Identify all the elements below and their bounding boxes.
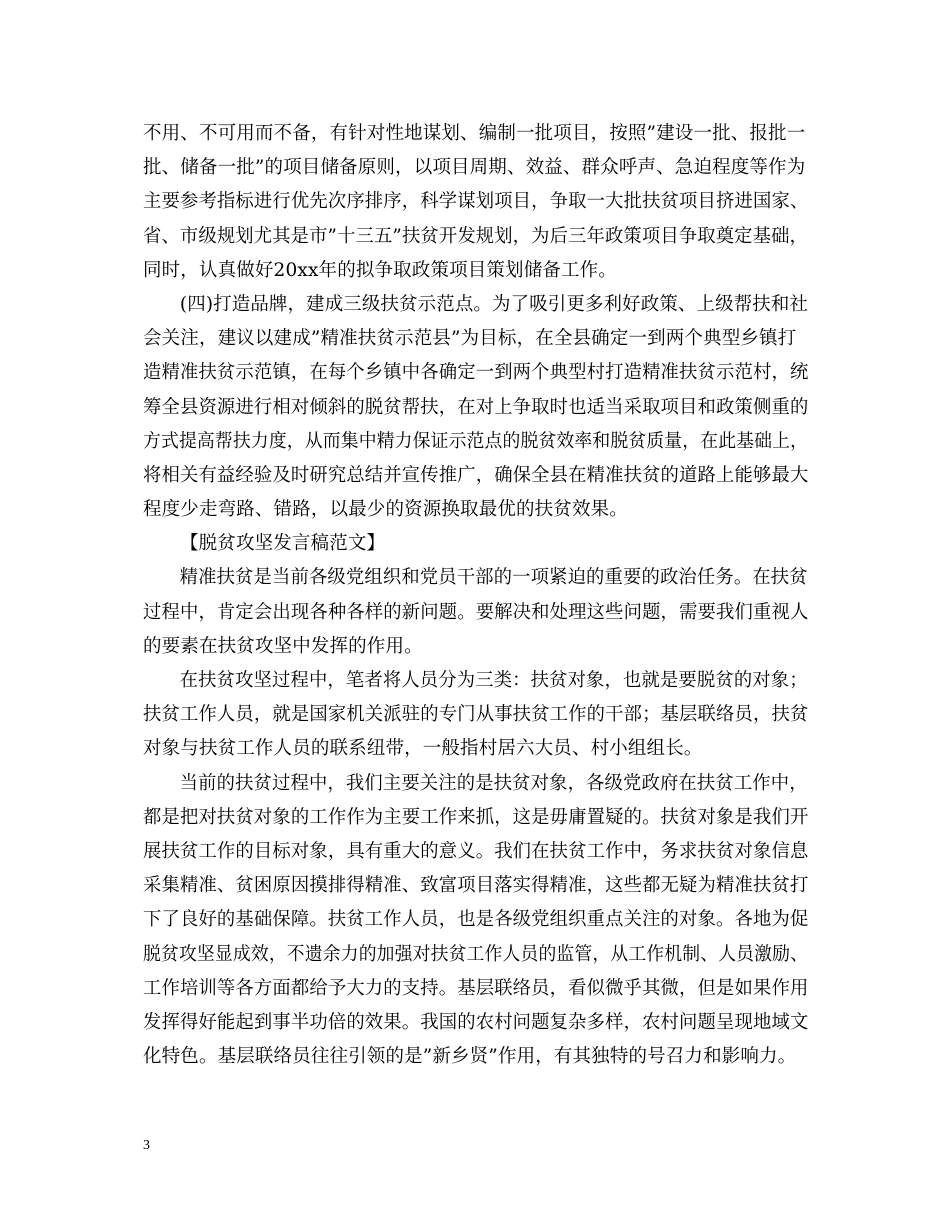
page-number: 3 xyxy=(143,1138,150,1153)
paragraph xyxy=(143,117,808,288)
text-line: 对象与扶贫工作人员的联系纽带，一般指村居六大员、村小组组长。 xyxy=(143,738,703,760)
paragraph xyxy=(143,527,808,561)
text-line: 批、储备一批”的项目储备原则，以项目周期、效益、群众呼声、急迫程度等作为 xyxy=(143,157,806,179)
paragraph xyxy=(143,561,808,664)
text-line: 发挥得好能起到事半功倍的效果。我国的农村问题复杂多样，农村问题呈现地域文 xyxy=(143,1011,809,1033)
text-line: 化特色。基层联络员往往引领的是”新乡贤”作用，有其独特的号召力和影响力。 xyxy=(143,1046,797,1068)
text-line: 下了良好的基础保障。扶贫工作人员，也是各级党组织重点关注的对象。各地为促 xyxy=(143,909,809,931)
document-body xyxy=(143,117,808,1074)
text-line: 工作培训等各方面都给予大力的支持。基层联络员，看似微乎其微，但是如果作用 xyxy=(143,977,809,999)
text-line: 同时，认真做好20xx年的拟争取政策项目策划储备工作。 xyxy=(143,259,617,281)
paragraph xyxy=(143,664,808,767)
text-line: 当前的扶贫过程中，我们主要关注的是扶贫对象，各级党政府在扶贫工作中， xyxy=(179,772,808,794)
text-line: 扶贫工作人员，就是国家机关派驻的专门从事扶贫工作的干部；基层联络员，扶贫 xyxy=(143,704,809,726)
paragraph xyxy=(143,767,808,1075)
text-line: 脱贫攻坚显成效，不遗余力的加强对扶贫工作人员的监管，从工作机制、人员激励、 xyxy=(143,943,809,965)
text-line: 主要参考指标进行优先次序排序，科学谋划项目，争取一大批扶贫项目挤进国家、 xyxy=(143,191,809,213)
text-line: 精准扶贫是当前各级党组织和党员干部的一项紧迫的重要的政治任务。在扶贫 xyxy=(179,567,808,589)
text-line: 将相关有益经验及时研究总结并宣传推广，确保全县在精准扶贫的道路上能够最大 xyxy=(143,464,809,486)
text-line: 筹全县资源进行相对倾斜的脱贫帮扶，在对上争取时也适当采取项目和政策侧重的 xyxy=(143,396,809,418)
text-line: 都是把对扶贫对象的工作作为主要工作来抓，这是毋庸置疑的。扶贫对象是我们开 xyxy=(143,806,809,828)
text-line: 程度少走弯路、错路，以最少的资源换取最优的扶贫效果。 xyxy=(143,499,628,521)
paragraph xyxy=(143,288,808,527)
text-line: 在扶贫攻坚过程中，笔者将人员分为三类：扶贫对象，也就是要脱贫的对象； xyxy=(179,670,808,691)
text-line: 方式提高帮扶力度，从而集中精力保证示范点的脱贫效率和脱贫质量，在此基础上， xyxy=(143,430,809,452)
text-line: 造精准扶贫示范镇，在每个乡镇中各确定一到两个典型村打造精准扶贫示范村，统 xyxy=(143,362,809,384)
text-line: (四)打造品牌，建成三级扶贫示范点。为了吸引更多利好政策、上级帮扶和社 xyxy=(179,293,809,315)
text-line: 采集精准、贫困原因摸排得精准、致富项目落实得精准，这些都无疑为精准扶贫打 xyxy=(143,875,809,897)
text-line: 展扶贫工作的目标对象，具有重大的意义。我们在扶贫工作中，务求扶贫对象信息 xyxy=(143,840,809,862)
text-line: 会关注，建议以建成”精准扶贫示范县”为目标，在全县确定一到两个典型乡镇打 xyxy=(143,328,797,350)
text-line: 【脱贫攻坚发言稿范文】 xyxy=(180,533,386,555)
text-line: 省、市级规划尤其是市”十三五”扶贫开发规划，为后三年政策项目争取奠定基础， xyxy=(143,225,808,247)
text-line: 的要素在扶贫攻坚中发挥的作用。 xyxy=(143,635,423,657)
text-line: 过程中，肯定会出现各种各样的新问题。要解决和处理这些问题，需要我们重视人 xyxy=(143,601,809,623)
text-line: 不用、不可用而不备，有针对性地谋划、编制一批项目，按照”建设一批、报批一 xyxy=(143,123,806,144)
